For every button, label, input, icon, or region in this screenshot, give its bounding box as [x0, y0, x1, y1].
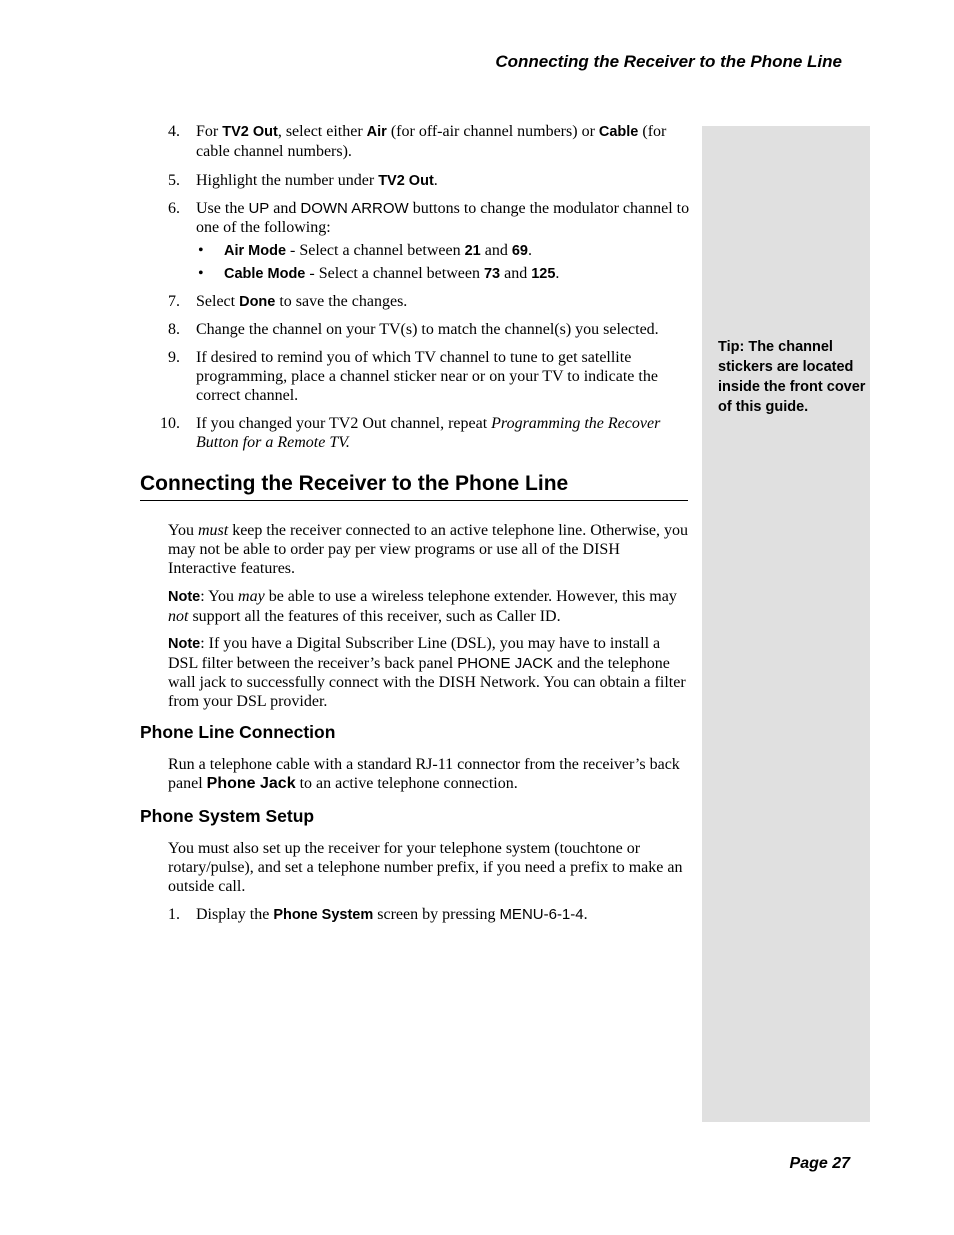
- step-item: [168, 199, 690, 237]
- step-text: (for off-air channel numbers) or: [386, 123, 599, 140]
- step-text: Display the: [196, 906, 274, 923]
- emphasis: not: [168, 608, 189, 625]
- step-text: .: [583, 906, 588, 923]
- tip-text: Tip: The channel stickers are located inside the front cover of this guide.: [718, 339, 866, 415]
- bullet-dot: •: [198, 242, 204, 259]
- subsection-heading: Phone System Setup: [140, 806, 315, 826]
- bullet-text: - Select a channel between: [305, 265, 484, 282]
- step-text: Use the: [196, 200, 249, 217]
- tip-sidebar: [702, 126, 870, 1122]
- list-item: [198, 241, 690, 261]
- paragraph-text: : You: [200, 588, 239, 605]
- ui-term: Cable Mode: [224, 266, 306, 282]
- paragraph-text: and the telephone wall jack to successfully connect with the DISH Network. You can obtain a filter from your DSL provider.: [168, 655, 686, 710]
- ui-term: Cable: [598, 124, 639, 140]
- step-text: If you changed your TV2 Out channel, repeat: [196, 415, 492, 432]
- running-header: Connecting the Receiver to the Phone Line: [495, 52, 842, 71]
- step-text: .: [433, 172, 438, 189]
- step-text: screen by pressing: [373, 906, 500, 923]
- bullet-text: .: [555, 265, 560, 282]
- step-text: to save the changes.: [275, 293, 408, 310]
- step-item: [168, 122, 690, 161]
- step-text: buttons to change the modulator channel to one of the following:: [196, 200, 690, 236]
- step-text: and: [269, 200, 301, 217]
- step-number: 8.: [168, 321, 180, 338]
- step-number: 10.: [160, 415, 180, 432]
- body-paragraph: You must also set up the receiver for your telephone system (touchtone or rotary/pulse), and set a telephone number prefix, if you need a prefix to make an outside call.: [168, 840, 683, 895]
- channel-number: 21: [464, 243, 481, 259]
- step-number: 7.: [168, 293, 180, 310]
- step-text: If desired to remind you of which TV channel to tune to get satellite programming, place a channel sticker near or on your TV to indicate the correct channel.: [196, 349, 658, 404]
- cross-reference: Programming the Recover Button for a Remote TV.: [196, 415, 661, 451]
- paragraph-text: be able to use a wireless telephone extender. However, this may: [264, 588, 677, 605]
- intro-paragraph: [168, 521, 690, 578]
- step-text: , select either: [277, 123, 367, 140]
- step-number: 9.: [168, 349, 180, 366]
- step-text: Change the channel on your TV(s) to match the channel(s) you selected.: [196, 321, 659, 338]
- key-name: PHONE JACK: [457, 655, 554, 672]
- bullet-dot: •: [198, 265, 204, 282]
- page-number: Page 27: [789, 1155, 850, 1172]
- step-item: [168, 171, 690, 191]
- section-heading: Connecting the Receiver to the Phone Line: [140, 471, 688, 501]
- ui-term: Phone System: [273, 907, 374, 923]
- step-item: [168, 348, 690, 405]
- note-label: Note: [168, 636, 201, 652]
- step-number: 6.: [168, 200, 180, 217]
- channel-number: 125: [531, 266, 556, 282]
- step-text: For: [196, 123, 223, 140]
- step-text: Highlight the number under: [196, 172, 379, 189]
- paragraph-text: : If you have a Digital Subscriber Line (DSL), you may have to install a DSL filter between the receiver’s back panel: [168, 635, 661, 672]
- ui-term: Done: [239, 294, 276, 310]
- paragraph-text: to an active telephone connection.: [295, 775, 518, 792]
- bullet-text: and: [480, 242, 512, 259]
- note-paragraph: [168, 634, 690, 711]
- step-text: (for cable channel numbers).: [196, 123, 667, 160]
- ui-term: Phone Jack: [206, 775, 296, 792]
- step-item: [160, 414, 690, 452]
- channel-number: 73: [483, 266, 501, 282]
- step-text: Select: [196, 293, 240, 310]
- step-number: 5.: [168, 172, 180, 189]
- step-item: [168, 905, 690, 925]
- ui-term: Air: [366, 124, 387, 140]
- list-item: [198, 264, 690, 284]
- channel-number: 69: [511, 243, 528, 259]
- ui-term: TV2 Out: [222, 124, 278, 140]
- note-label: Note: [168, 589, 201, 605]
- key-name: UP: [248, 200, 270, 217]
- emphasis: must: [197, 522, 229, 539]
- key-name: DOWN ARROW: [300, 200, 409, 217]
- bullet-text: - Select a channel between: [286, 242, 465, 259]
- paragraph-text: You: [168, 522, 198, 539]
- emphasis: may: [238, 588, 265, 605]
- paragraph-text: Run a telephone cable with a standard RJ-11 connector from the receiver’s back panel: [168, 756, 680, 792]
- note-paragraph: [168, 587, 690, 626]
- step-number: 1.: [168, 906, 180, 923]
- step-number: 4.: [168, 123, 180, 140]
- ui-term: TV2 Out: [378, 173, 434, 189]
- step-item: [168, 292, 690, 312]
- subsection-heading: Phone Line Connection: [140, 722, 336, 742]
- step-item: [168, 320, 690, 339]
- key-name: MENU-6-1-4: [499, 906, 584, 923]
- bullet-text: .: [528, 242, 532, 259]
- paragraph-text: support all the features of this receiver, such as Caller ID.: [188, 608, 561, 625]
- paragraph-text: keep the receiver connected to an active telephone line. Otherwise, you may not be able to order pay per view programs or use all of the DISH Interactive features.: [168, 522, 688, 577]
- ui-term: Air Mode: [224, 243, 287, 259]
- bullet-text: and: [500, 265, 532, 282]
- body-paragraph: [168, 755, 690, 793]
